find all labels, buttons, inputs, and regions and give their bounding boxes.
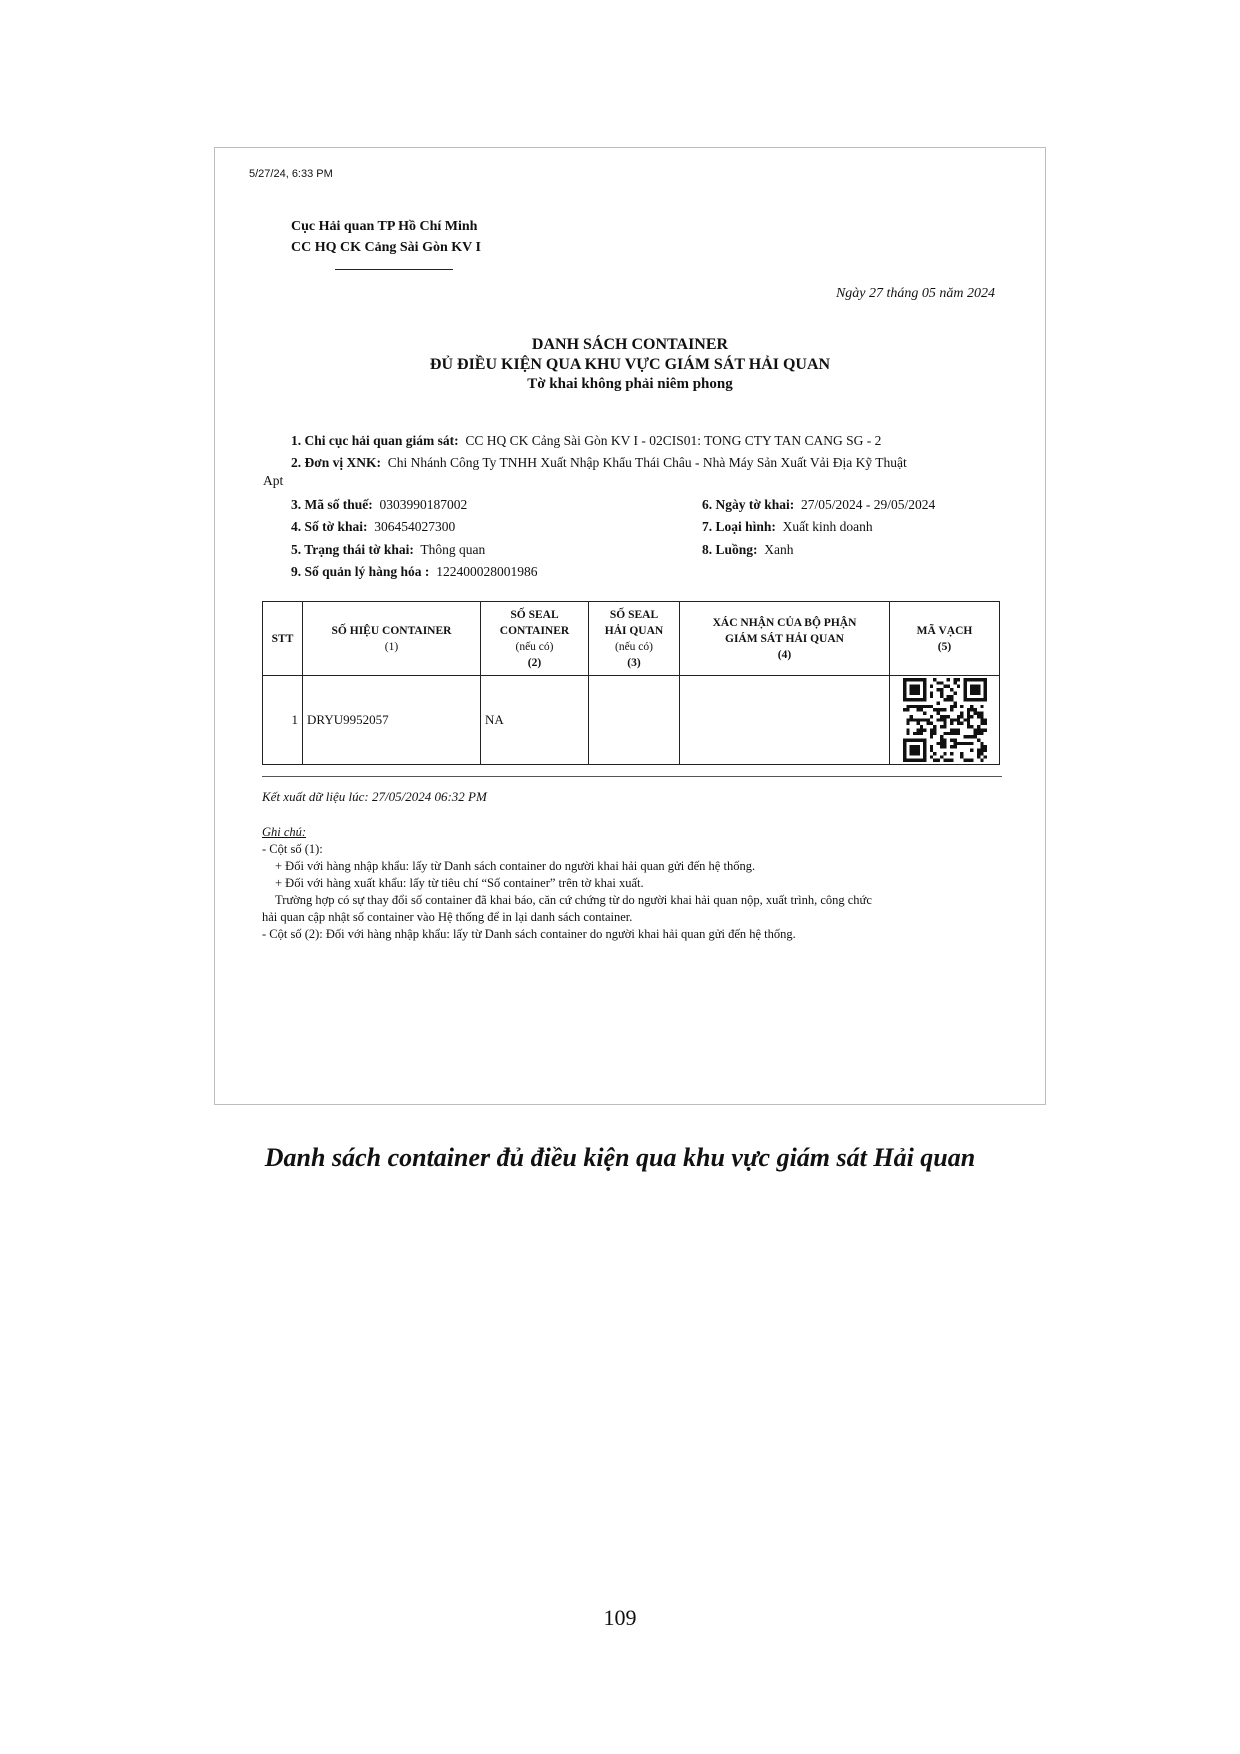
header-container-seal: SỐ SEAL CONTAINER (nếu có) (2) bbox=[481, 602, 589, 676]
cell-barcode bbox=[890, 676, 1000, 765]
table-header-row bbox=[263, 602, 1000, 676]
field-trader: 2. Đơn vị XNK: Chi Nhánh Công Ty TNHH Xuất Nhập Khẩu Thái Châu - Nhà Máy Sản Xuất Vải Địa Kỹ Thuật bbox=[291, 455, 907, 470]
cell-stt: 1 bbox=[263, 676, 303, 765]
note-line: + Đối với hàng nhập khẩu: lấy từ Danh sách container do người khai hải quan gửi đến hệ thống. bbox=[275, 859, 756, 873]
page-number: 109 bbox=[603, 1605, 637, 1630]
document-note-title: Tờ khai không phải niêm phong bbox=[527, 376, 733, 392]
cell-container-number: DRYU9952057 bbox=[303, 676, 481, 765]
note-line: - Cột số (1): bbox=[262, 842, 323, 856]
notes-heading: Ghi chú: bbox=[262, 825, 307, 839]
agency-name: Cục Hải quan TP Hồ Chí Minh bbox=[291, 219, 478, 234]
print-timestamp: 5/27/24, 6:33 PM bbox=[249, 168, 333, 180]
document-subtitle: ĐỦ ĐIỀU KIỆN QUA KHU VỰC GIÁM SÁT HẢI QUAN bbox=[429, 356, 831, 373]
cell-customs-seal bbox=[589, 676, 680, 765]
cell-container-seal: NA bbox=[481, 676, 589, 765]
field-channel: 8. Luồng: Xanh bbox=[702, 542, 794, 557]
header-customs-confirmation: XÁC NHẬN CỦA BỘ PHẬN GIÁM SÁT HẢI QUAN (4) bbox=[680, 602, 890, 676]
header-barcode: MÃ VẠCH (5) bbox=[890, 602, 1000, 676]
header-container-number: SỐ HIỆU CONTAINER (1) bbox=[303, 602, 481, 676]
figure-caption: Danh sách container đủ điều kiện qua khu vực giám sát Hải quan bbox=[264, 1143, 976, 1172]
field-customs-branch: 1. Chi cục hải quan giám sát: CC HQ CK Cảng Sài Gòn KV I - 02CIS01: TONG CTY TAN CANG SG - 2 bbox=[291, 433, 882, 448]
note-line: + Đối với hàng xuất khẩu: lấy từ tiêu chí “Số container” trên tờ khai xuất. bbox=[275, 876, 644, 890]
field-tax-code: 3. Mã số thuế: 0303990187002 bbox=[291, 497, 468, 512]
field-trader-cont: Apt bbox=[263, 473, 284, 488]
document-title: DANH SÁCH CONTAINER bbox=[531, 336, 729, 353]
cell-customs-confirmation bbox=[680, 676, 890, 765]
header-customs-seal: SỐ SEAL HẢI QUAN (nếu có) (3) bbox=[589, 602, 680, 676]
field-type: 7. Loại hình: Xuất kinh doanh bbox=[702, 519, 873, 534]
header-stt: STT bbox=[263, 602, 303, 676]
footer-divider bbox=[262, 776, 1002, 777]
customs-document-image bbox=[214, 147, 1046, 1105]
agency-underline bbox=[335, 269, 453, 270]
field-declaration-number: 4. Số tờ khai: 306454027300 bbox=[291, 519, 456, 534]
sub-agency-name: CC HQ CK Cảng Sài Gòn KV I bbox=[291, 240, 481, 255]
field-declaration-status: 5. Trạng thái tờ khai: Thông quan bbox=[291, 542, 486, 557]
document-date: Ngày 27 tháng 05 năm 2024 bbox=[835, 286, 995, 301]
note-line: - Cột số (2): Đối với hàng nhập khẩu: lấy từ Danh sách container do người khai hải quan gửi đến hệ thống. bbox=[262, 927, 796, 941]
field-cargo-id: 9. Số quản lý hàng hóa : 122400028001986 bbox=[291, 564, 538, 579]
field-declaration-date: 6. Ngày tờ khai: 27/05/2024 - 29/05/2024 bbox=[702, 497, 936, 512]
container-table bbox=[262, 601, 1000, 765]
table-row bbox=[263, 676, 1000, 765]
qr-code-icon bbox=[903, 678, 987, 762]
note-line: hải quan cập nhật số container vào Hệ thống để in lại danh sách container. bbox=[262, 910, 633, 924]
note-line: Trường hợp có sự thay đổi số container đã khai báo, căn cứ chứng từ do người khai hải quan nộp, xuất trình, công chức bbox=[275, 893, 872, 907]
export-timestamp: Kết xuất dữ liệu lúc: 27/05/2024 06:32 PM bbox=[262, 789, 487, 804]
